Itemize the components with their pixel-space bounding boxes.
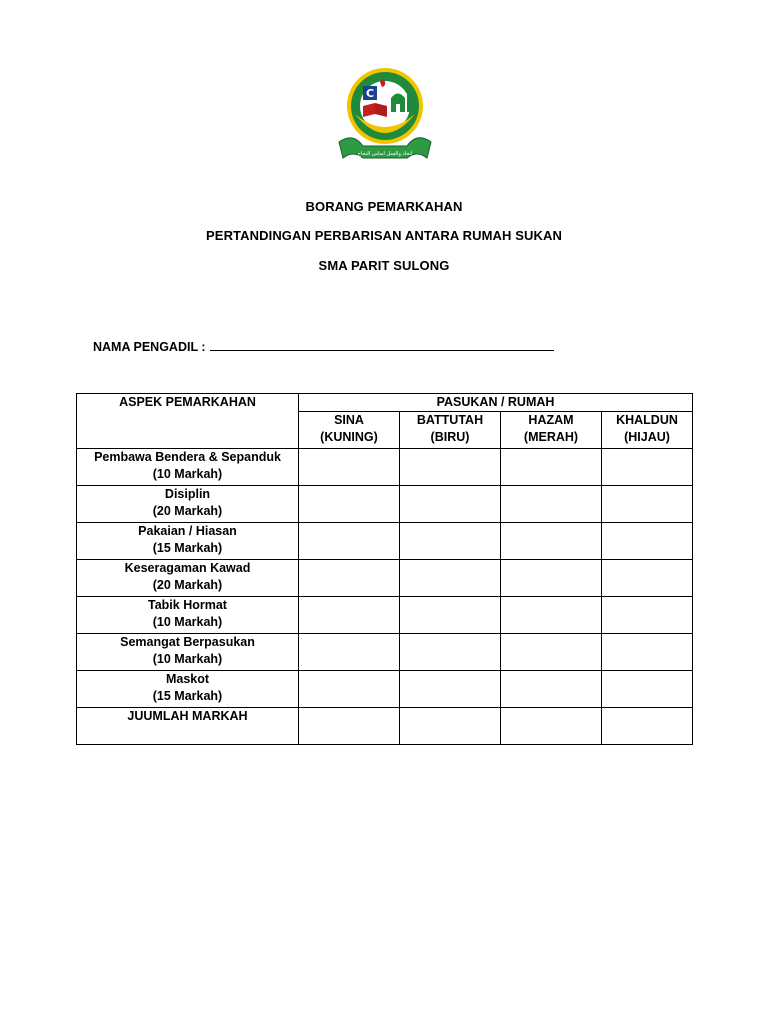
svg-text:C: C: [365, 87, 375, 100]
table-row: [77, 560, 693, 597]
score-cell-battutah[interactable]: [400, 523, 501, 560]
total-cell-sina[interactable]: [299, 708, 400, 745]
score-cell-sina[interactable]: [299, 671, 400, 708]
table-row: [77, 597, 693, 634]
score-cell-sina[interactable]: [299, 449, 400, 486]
score-cell-battutah[interactable]: [400, 671, 501, 708]
score-cell-battutah[interactable]: [400, 486, 501, 523]
score-cell-khaldun[interactable]: [602, 597, 693, 634]
aspect-cell: Maskot (15 Markah): [77, 671, 299, 708]
table-row: [77, 671, 693, 708]
svg-text:اتحاد والعمل اساس النجاح: اتحاد والعمل اساس النجاح: [357, 151, 413, 157]
school-crest-logo: [333, 62, 437, 166]
score-cell-hazam[interactable]: [501, 523, 602, 560]
total-cell-khaldun[interactable]: [602, 708, 693, 745]
judge-name-input-line[interactable]: [210, 339, 554, 351]
team-header-battutah: BATTUTAH (BIRU): [400, 412, 501, 449]
total-cell-battutah[interactable]: [400, 708, 501, 745]
score-cell-khaldun[interactable]: [602, 634, 693, 671]
score-cell-sina[interactable]: [299, 634, 400, 671]
score-cell-hazam[interactable]: [501, 597, 602, 634]
score-cell-khaldun[interactable]: [602, 449, 693, 486]
score-cell-sina[interactable]: [299, 597, 400, 634]
score-cell-sina[interactable]: [299, 560, 400, 597]
score-cell-khaldun[interactable]: [602, 486, 693, 523]
aspect-column-header: ASPEK PEMARKAHAN: [77, 394, 299, 449]
form-title: BORANG PEMARKAHAN: [305, 199, 463, 214]
team-group-header: PASUKAN / RUMAH: [299, 394, 693, 412]
team-header-sina: SINA (KUNING): [299, 412, 400, 449]
aspect-cell: Tabik Hormat (10 Markah): [77, 597, 299, 634]
score-cell-battutah[interactable]: [400, 634, 501, 671]
scoring-table: [76, 393, 693, 745]
total-cell-hazam[interactable]: [501, 708, 602, 745]
aspect-cell: Disiplin (20 Markah): [77, 486, 299, 523]
score-cell-hazam[interactable]: [501, 671, 602, 708]
aspect-cell: Keseragaman Kawad (20 Markah): [77, 560, 299, 597]
team-header-hazam: HAZAM (MERAH): [501, 412, 602, 449]
score-cell-battutah[interactable]: [400, 560, 501, 597]
score-cell-hazam[interactable]: [501, 449, 602, 486]
aspect-cell: Semangat Berpasukan (10 Markah): [77, 634, 299, 671]
score-cell-khaldun[interactable]: [602, 560, 693, 597]
judge-name-label: NAMA PENGADIL :: [93, 340, 206, 354]
score-cell-hazam[interactable]: [501, 634, 602, 671]
score-cell-khaldun[interactable]: [602, 671, 693, 708]
total-row: [77, 708, 693, 745]
score-cell-hazam[interactable]: [501, 560, 602, 597]
score-cell-khaldun[interactable]: [602, 523, 693, 560]
score-cell-sina[interactable]: [299, 486, 400, 523]
table-row: [77, 449, 693, 486]
score-cell-hazam[interactable]: [501, 486, 602, 523]
school-name: SMA PARIT SULONG: [318, 258, 450, 273]
competition-title: PERTANDINGAN PERBARISAN ANTARA RUMAH SUKAN: [206, 228, 562, 243]
total-label: JUUMLAH MARKAH: [77, 708, 299, 745]
aspect-cell: Pakaian / Hiasan (15 Markah): [77, 523, 299, 560]
table-row: [77, 634, 693, 671]
team-header-khaldun: KHALDUN (HIJAU): [602, 412, 693, 449]
table-row: [77, 523, 693, 560]
score-cell-battutah[interactable]: [400, 449, 501, 486]
score-cell-sina[interactable]: [299, 523, 400, 560]
aspect-cell: Pembawa Bendera & Sepanduk (10 Markah): [77, 449, 299, 486]
table-row: [77, 486, 693, 523]
score-cell-battutah[interactable]: [400, 597, 501, 634]
judge-name-field: [93, 339, 554, 354]
